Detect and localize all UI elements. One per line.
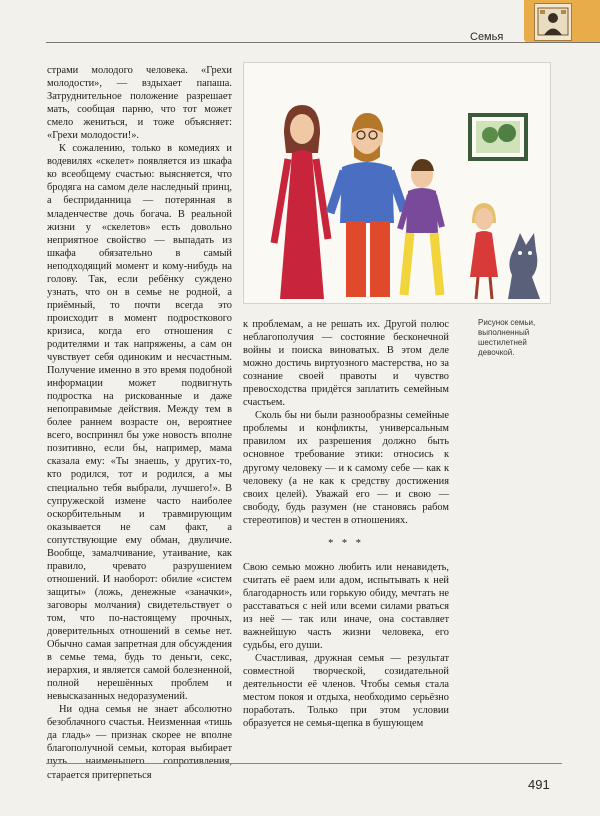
figure-father (330, 113, 404, 297)
page-number: 491 (528, 777, 550, 792)
paragraph: Свою семью можно любить или ненавидеть, считать её раем или адом, испытывать к ней благодарность или горькую обиду, мечтать не расставаться с ней или всеми силами рваться из неё — так или иначе, она составляет важнейшую часть жизни человека, его судьбы, его души. (243, 561, 449, 652)
section-tab (524, 0, 600, 42)
figure-mother (274, 105, 328, 299)
paragraph: Сколь бы ни были разнообразны семейные проблемы и конфликты, универсальным правилом их разрешения должно быть основное требование этики: относись к другому человеку — и к самому себе — как к человеку (а не как к средству достижения своих целей). Уважай его — и свою — свободу, будь разумен (не становясь рабом стереотипов) и честен в отношениях. (243, 410, 449, 526)
figure-dog (508, 233, 540, 299)
paragraph: Счастливая, дружная семья — результат совместной творческой, созидательной деятельности её членов. Чтобы семья стала местом покоя и отдыха, необходимо серьёзно поработать. Только при этом условии образуется не семья-щепка в бушующем (243, 653, 449, 730)
text-column-right (243, 318, 449, 758)
header-divider (46, 42, 600, 43)
paragraph: Ни одна семья не знает абсолютно безоблачного счастья. Неизменная «тишь да гладь» — признак скорее не вполне благополучной семьи, которая выбирает путь наименьшего сопротивления, старается притерпеться (47, 704, 232, 781)
family-drawing (243, 62, 551, 304)
section-icon (534, 3, 572, 41)
text-column-left (47, 64, 232, 781)
paragraph: к проблемам, а не решать их. Другой полюс неблагополучия — состояние бесконечной войны и поиска виноватых. В этом деле можно достичь виртуозного мастерства, но за сознание своей правоты и чувство превосходства придётся заплатить семейным счастьем. (243, 319, 449, 409)
paragraph: страми молодого человека. «Грехи молодости», — вздыхает папаша. Затруднительное положение разрешает мать, сообщая парню, что тот может смело жениться, и тоже объясняет: «Грехи молодости!». (47, 65, 232, 142)
paragraph: К сожалению, только в комедиях и водевилях «скелет» появляется из шкафа ко всеобщему счастью: выясняется, что бродяга на самом деле наследный принц, а бесприданница — потерянная в младенчестве дочь богача. В реальной жизни у «скелетов» есть довольно неприятное свойство — выпадать из шкафа обязательно в самый неподходящий момент и кому-нибудь на голову. Так, если ребёнку суждено узнать, что он в семье не родной, а приёмный, то почти всегда это происходит в момент подросткового кризиса, когда его отношения с родителями и так напряжены, а сам он чувствует себя одиноким и несчастным. Получение именно в это время подобной информации может подвигнуть подростка на рискованные и даже непоправимые действия. Между тем в более раннем возрасте он, вероятнее всего, воспринял бы уже новость вполне позитивно, если бы, например, мама сказала ему: «Ты знаешь, у других-то, кто родился, тот и родился, а мы специально тебя выбрали, лучшего!». В супружеской измене часто наиболее оскорбительным и травмирующим оказывается не сам факт, а сопутствующие ему обман, двуличие. Вообще, замалчивание, утаивание, как правило, чревато разрушением отношений. И наоборот: обилие «систем защиты» (ложь, денежные «заначки», заговоры молчания) свидетельствует о том, что по-настоящему прочных, доверительных отношений в семье нет. Обычно самая запретная для обсуждения в семье тема, будь то деньги, секс, иерархия, и является самой болезненной, полной нерешённых проблем и невысказанных недоразумений. (47, 143, 232, 703)
section-title: Семья (470, 31, 504, 43)
figure-girl (470, 203, 498, 299)
wall-picture (470, 115, 526, 159)
figure-boy (400, 159, 442, 295)
section-separator: * * * (328, 537, 364, 549)
footer-divider (46, 763, 562, 764)
figure-caption: Рисунок семьи, выполненный шестилетней девочкой. (478, 318, 536, 357)
